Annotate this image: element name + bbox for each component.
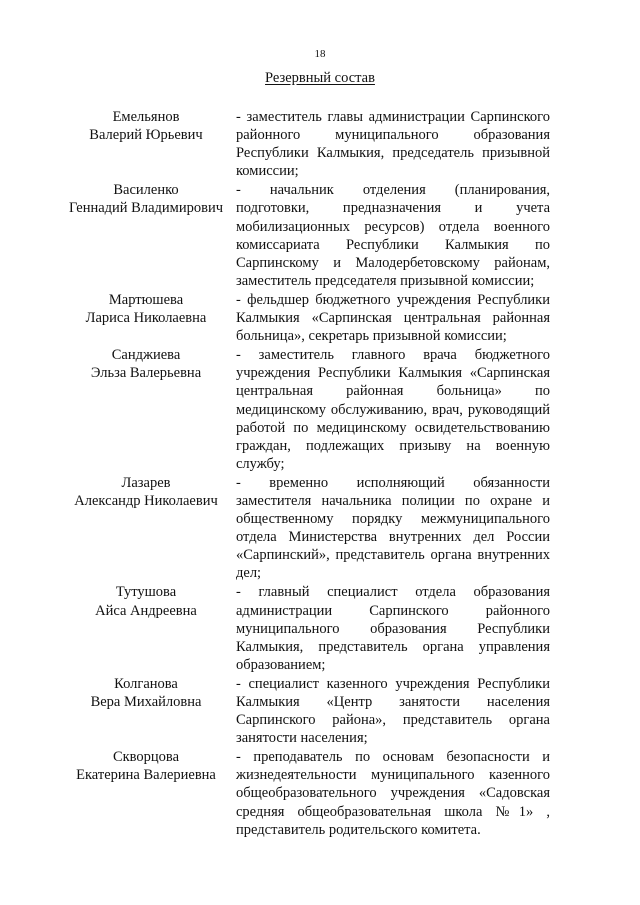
member-name	[60, 474, 232, 510]
member-surname: Санджиева	[111, 347, 181, 364]
roster-entry	[60, 181, 550, 290]
member-surname: Лазарев	[121, 474, 171, 491]
member-surname: Скворцова	[112, 749, 180, 766]
member-given-name: Вера Михайловна	[90, 694, 202, 710]
member-surname: Емельянов	[112, 109, 180, 125]
member-role: - преподаватель по основам безопасности и жизнедеятельности муниципального казенного общеобразовательного учреждения «Садовская средняя общеобразовательная школа №1» , представитель родительского комитета.	[236, 749, 550, 838]
section-title	[0, 70, 640, 87]
member-surname: Мартюшева	[108, 291, 184, 308]
member-role: - начальник отделения (планирования, подготовки, предназначения и учета мобилизационных ресурсов) отдела военного комиссариата Республики Калмыкия по Сарпинскому и Малодербетовскому районам, заместитель председателя призывной комиссии;	[236, 182, 550, 289]
roster-entry	[60, 346, 550, 473]
section-title-text: Резервный состав	[265, 70, 375, 86]
member-given-name: Айса Андреевна	[95, 602, 197, 619]
member-role: - специалист казенного учреждения Республики Калмыкия «Центр занятости населения Сарпинского района», представитель органа занятости населения;	[236, 675, 550, 747]
member-given-name: Екатерина Валериевна	[76, 767, 216, 784]
member-role: - временно исполняющий обязанности заместителя начальника полиции по охране и общественному порядку межмуниципального отдела Министерства внутренних дел России «Сарпинский», представитель органа внутренних дел;	[236, 474, 550, 582]
member-name	[60, 291, 232, 327]
member-role: - заместитель главного врача бюджетного учреждения Республики Калмыкия «Сарпинская центральная районная больница» по медицинскому обслуживанию, врач, руководящий работой по медицинскому освидетельствованию граждан, подлежащих призыву на военную службу;	[236, 347, 550, 472]
roster-entry	[60, 583, 550, 673]
member-role: - главный специалист отдела образования администрации Сарпинского районного муниципального образования Республики Калмыкия, представитель органа управления образованием;	[236, 584, 550, 673]
roster-entry	[60, 108, 550, 180]
member-given-name: Лариса Николаевна	[85, 310, 207, 327]
member-name	[60, 583, 232, 619]
member-given-name: Александр Николаевич	[74, 492, 218, 509]
reserve-roster	[60, 108, 550, 840]
member-name	[60, 748, 232, 784]
member-name	[60, 346, 232, 382]
member-given-name: Геннадий Владимирович	[68, 200, 223, 217]
roster-entry	[60, 291, 550, 345]
member-name	[60, 675, 232, 711]
member-surname: Тутушова	[115, 584, 177, 601]
roster-entry	[60, 748, 550, 838]
member-role: - заместитель главы администрации Сарпинского районного муниципального образования Республики Калмыкия, председатель призывной комиссии;	[236, 109, 550, 180]
roster-entry	[60, 675, 550, 747]
member-name	[60, 181, 232, 217]
member-surname: Колганова	[114, 675, 178, 692]
page-number: 18	[314, 48, 326, 60]
member-surname: Василенко	[113, 182, 179, 199]
roster-entry	[60, 474, 550, 583]
member-given-name: Валерий Юрьевич	[89, 127, 203, 144]
member-name	[60, 108, 232, 144]
member-role: - фельдшер бюджетного учреждения Республики Калмыкия «Сарпинская центральная районная больница», секретарь призывной комиссии;	[236, 291, 550, 345]
member-given-name: Эльза Валерьевна	[90, 365, 202, 382]
